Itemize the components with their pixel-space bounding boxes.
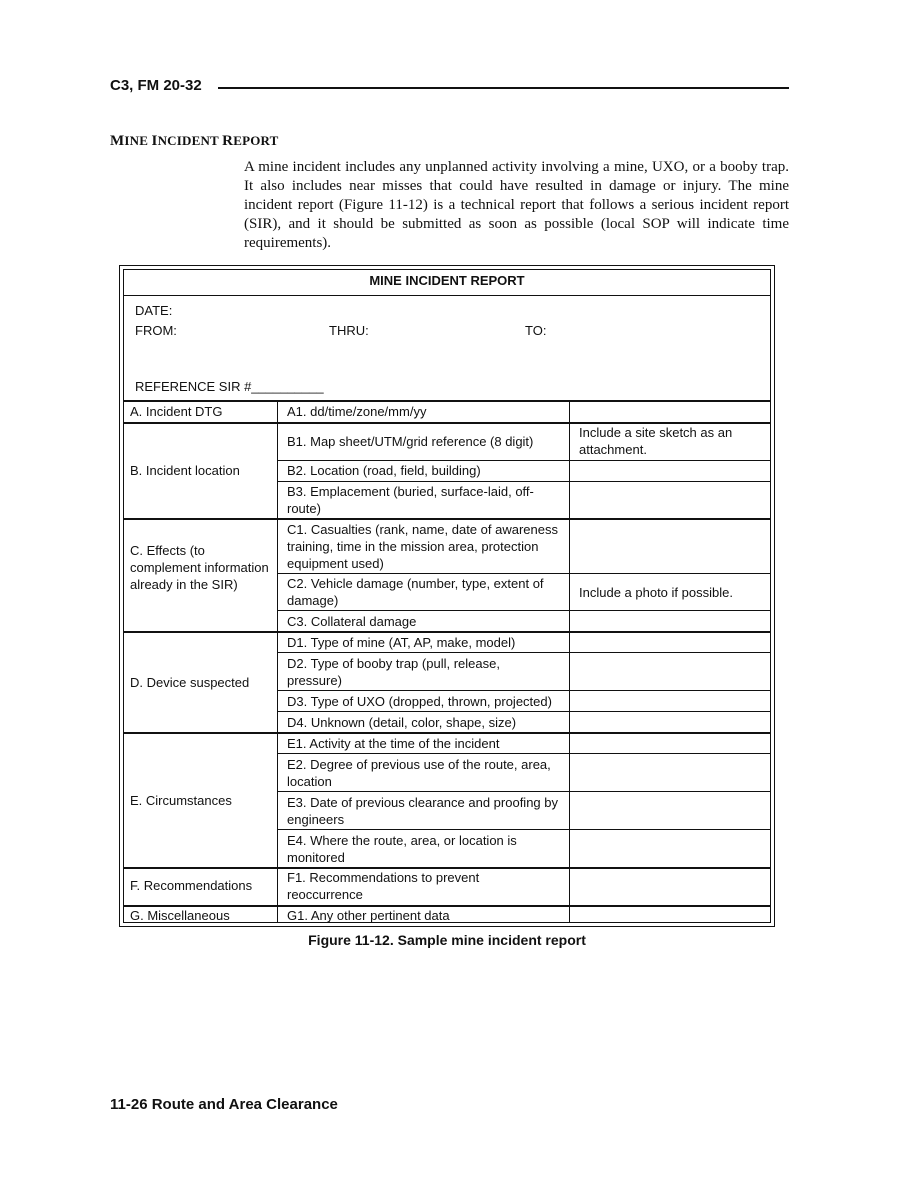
to-label: TO: bbox=[525, 323, 547, 338]
rule-c1 bbox=[277, 573, 771, 574]
col-divider-1 bbox=[277, 401, 278, 922]
date-label: DATE: bbox=[135, 303, 173, 318]
group-c-label: C. Effects (to complement information already in the SIR) bbox=[130, 543, 269, 592]
form-title-rule bbox=[123, 295, 771, 296]
thru-label: THRU: bbox=[329, 323, 369, 338]
section-title bbox=[110, 133, 279, 150]
rule-a-top bbox=[123, 400, 771, 402]
section-title-part1: INE bbox=[124, 133, 152, 148]
item-g1: G1. Any other pertinent data bbox=[287, 908, 450, 923]
group-d-label: D. Device suspected bbox=[130, 675, 250, 690]
rule-b1 bbox=[277, 460, 771, 461]
rule-e3 bbox=[277, 829, 771, 830]
reference-sir-label: REFERENCE SIR #__________ bbox=[135, 379, 324, 394]
group-a-label: A. Incident DTG bbox=[130, 404, 223, 419]
group-g-label: G. Miscellaneous bbox=[130, 908, 230, 923]
item-d2: D2. Type of booby trap (pull, release, pressure) bbox=[287, 656, 500, 688]
section-title-cap-r: R bbox=[222, 133, 234, 149]
item-c1: C1. Casualties (rank, name, date of awareness training, time in the mission area, protection equipment used) bbox=[287, 522, 558, 571]
form-title: MINE INCIDENT REPORT bbox=[369, 273, 525, 288]
item-a1: A1. dd/time/zone/mm/yy bbox=[287, 404, 427, 419]
from-label: FROM: bbox=[135, 323, 177, 338]
intro-paragraph: A mine incident includes any unplanned activity involving a mine, UXO, or a booby trap. It also includes near misses that could have resulted in damage or injury. The mine incident report (Figure 11-12) is a technical report that follows a serious incident report (SIR), and it should be submitted as soon as possible (local SOP will indicate time requirements). bbox=[244, 159, 789, 251]
rule-b2 bbox=[277, 481, 771, 482]
item-e1: E1. Activity at the time of the incident bbox=[287, 736, 500, 751]
item-e2: E2. Degree of previous use of the route, area, location bbox=[287, 757, 551, 789]
item-b1: B1. Map sheet/UTM/grid reference (8 digit) bbox=[287, 434, 534, 449]
running-header: C3, FM 20-32 bbox=[110, 77, 202, 94]
group-f-label: F. Recommendations bbox=[130, 878, 253, 893]
rule-e1 bbox=[277, 753, 771, 754]
section-title-part3: EPORT bbox=[233, 133, 279, 148]
item-d3: D3. Type of UXO (dropped, thrown, projected) bbox=[287, 694, 552, 709]
item-c2: C2. Vehicle damage (number, type, extent of damage) bbox=[287, 576, 544, 608]
rule-e2 bbox=[277, 791, 771, 792]
rule-d3 bbox=[277, 711, 771, 712]
rule-c2 bbox=[277, 610, 771, 611]
section-title-part2: NCIDENT bbox=[157, 133, 223, 148]
note-photo: Include a photo if possible. bbox=[579, 585, 733, 600]
group-b-label: B. Incident location bbox=[130, 463, 240, 478]
col-divider-2 bbox=[569, 401, 570, 922]
rule-d-top bbox=[123, 631, 771, 633]
item-f1: F1. Recommendations to prevent reoccurrence bbox=[287, 870, 480, 902]
note-site-sketch: Include a site sketch as an attachment. bbox=[579, 425, 733, 457]
rule-d2 bbox=[277, 690, 771, 691]
rule-d1 bbox=[277, 652, 771, 653]
item-e4: E4. Where the route, area, or location is monitored bbox=[287, 833, 517, 865]
page-footer: 11-26 Route and Area Clearance bbox=[110, 1096, 338, 1113]
item-b2: B2. Location (road, field, building) bbox=[287, 463, 481, 478]
item-d4: D4. Unknown (detail, color, shape, size) bbox=[287, 715, 517, 730]
figure-caption: Figure 11-12. Sample mine incident report bbox=[308, 932, 586, 948]
item-d1: D1. Type of mine (AT, AP, make, model) bbox=[287, 635, 516, 650]
rule-e-top bbox=[123, 732, 771, 734]
group-e-label: E. Circumstances bbox=[130, 793, 232, 808]
section-title-cap-i: I bbox=[151, 133, 158, 149]
item-e3: E3. Date of previous clearance and proofing by engineers bbox=[287, 795, 559, 827]
item-b3: B3. Emplacement (buried, surface-laid, off-route) bbox=[287, 484, 534, 516]
header-rule bbox=[218, 87, 789, 89]
item-c3: C3. Collateral damage bbox=[287, 614, 417, 629]
section-title-cap-m: M bbox=[110, 133, 125, 149]
rule-c-top bbox=[123, 518, 771, 520]
